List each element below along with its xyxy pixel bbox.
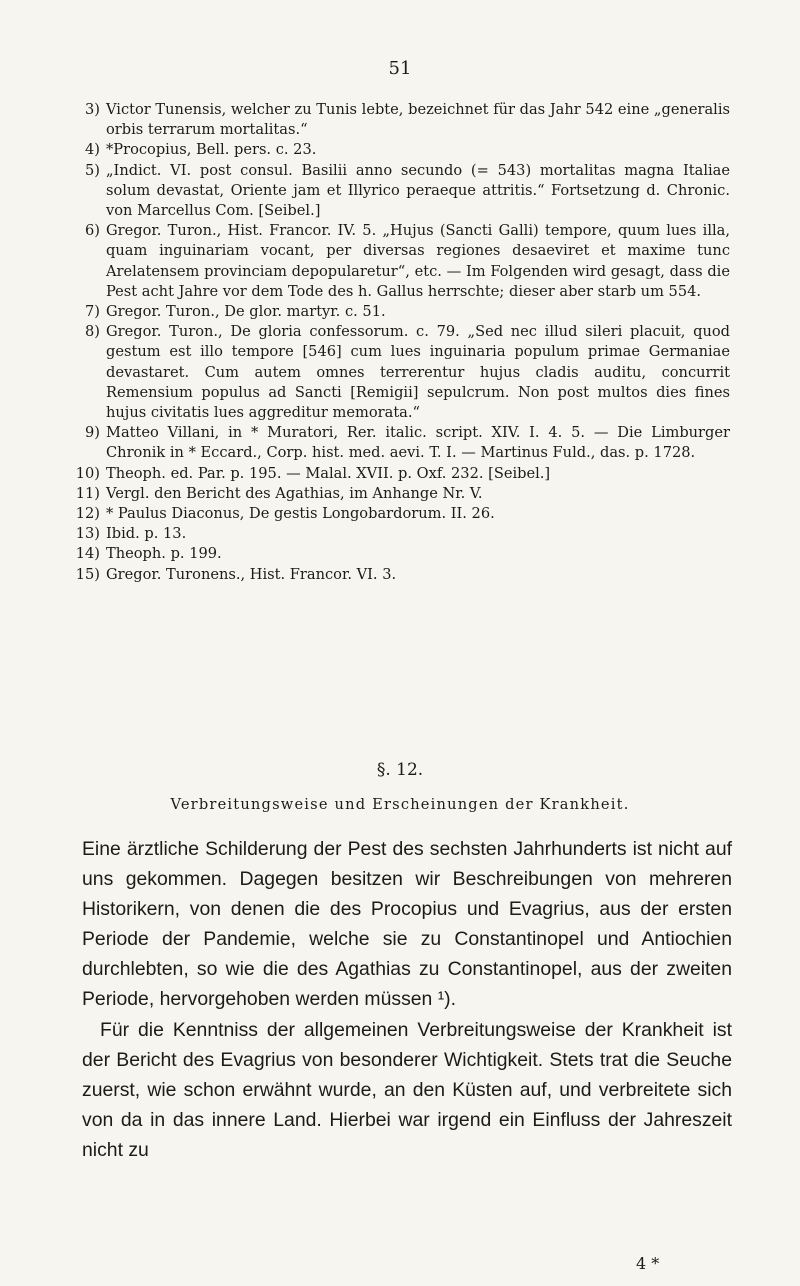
footnote: 7) Gregor. Turon., De glor. martyr. c. 51. <box>85 303 386 321</box>
footnote: 13) Ibid. p. 13. <box>75 525 187 543</box>
footnote: 12) * Paulus Diaconus, De gestis Longobardorum. II. 26. <box>75 505 495 523</box>
footnote: 9) Matteo Villani, in * Muratori, Rer. italic. script. XIV. I. 4. 5. — Die Limburger Chronik in * Eccard., Corp. hist. med. aevi. T. I. — Martinus Fuld., das. p. 1728. <box>85 424 730 462</box>
footnote: 6) Gregor. Turon., Hist. Francor. IV. 5. „Hujus (Sancti Galli) tempore, quum lues illa, quam inguinariam vocant, per diversas regiones desaeviret et maxime tunc Arelatensem provinciam depopularetur“, etc. — Im Folgenden wird gesagt, dass die Pest acht Jahre vor dem Tode des h. Gallus herrschte; dieser aber starb um 554. <box>85 222 730 300</box>
footnote: 15) Gregor. Turonens., Hist. Francor. VI. 3. <box>75 565 397 583</box>
page-number: 51 <box>388 58 412 79</box>
footnote: 5) „Indict. VI. post consul. Basilii anno secundo (= 543) mortalitas magna Italiae solum devastat, Oriente jam et Illyrico peraeque attritis.“ Fortsetzung d. Chronic. von Marcellus Com. [Seibel.] <box>85 161 730 220</box>
footnote: 11) Vergl. den Bericht des Agathias, im Anhange Nr. V. <box>75 484 483 502</box>
paragraph: Eine ärztliche Schilderung der Pest des sechsten Jahrhunderts ist nicht auf uns gekommen. Dagegen besitzen wir Beschreibungen von mehreren Historikern, von denen die des Procopius und Evagrius, aus der ersten Periode der Pandemie, welche sie zu Constantinopel und Antiochien durchlebten, so wie die des Agathias zu Constantinopel, aus der zweiten Periode, hervorgehoben werden müssen ¹). <box>82 838 732 1011</box>
footnotes <box>70 100 730 585</box>
footnote: 4) *Procopius, Bell. pers. c. 23. <box>85 141 317 159</box>
section-number: §. 12. <box>376 760 424 780</box>
footnote: 3) Victor Tunensis, welcher zu Tunis lebte, bezeichnet für das Jahr 542 eine „generalis orbis terrarum mortalitas.“ <box>85 101 730 139</box>
paragraph: Für die Kenntniss der allgemeinen Verbreitungsweise der Krankheit ist der Bericht des Evagrius von besonderer Wichtigkeit. Stets trat die Seuche zuerst, wie schon erwähnt wurde, an den Küsten auf, und verbreitete sich von da in das innere Land. Hierbei war irgend ein Einfluss der Jahreszeit nicht zu <box>82 1018 732 1161</box>
section-title: Verbreitungsweise und Erscheinungen der Krankheit. <box>170 796 630 813</box>
footnote: 8) Gregor. Turon., De gloria confessorum. c. 79. „Sed nec illud sileri placuit, quod gestum est illo tempore [546] cum lues inguinaria populum primae Germaniae devastaret. Cum autem omnes terrerentur hujus cladis auditu, concurrit Remensium populus ad Sancti [Remigii] sepulcrum. Non post multos dies fines hujus civitatis lues aggreditur memorata.“ <box>85 323 730 422</box>
footnote: 10) Theoph. ed. Par. p. 195. — Malal. XVII. p. Oxf. 232. [Seibel.] <box>75 464 551 482</box>
body-text <box>82 834 732 1165</box>
footnote: 14) Theoph. p. 199. <box>75 545 222 563</box>
signature-mark: 4 * <box>636 1254 660 1273</box>
